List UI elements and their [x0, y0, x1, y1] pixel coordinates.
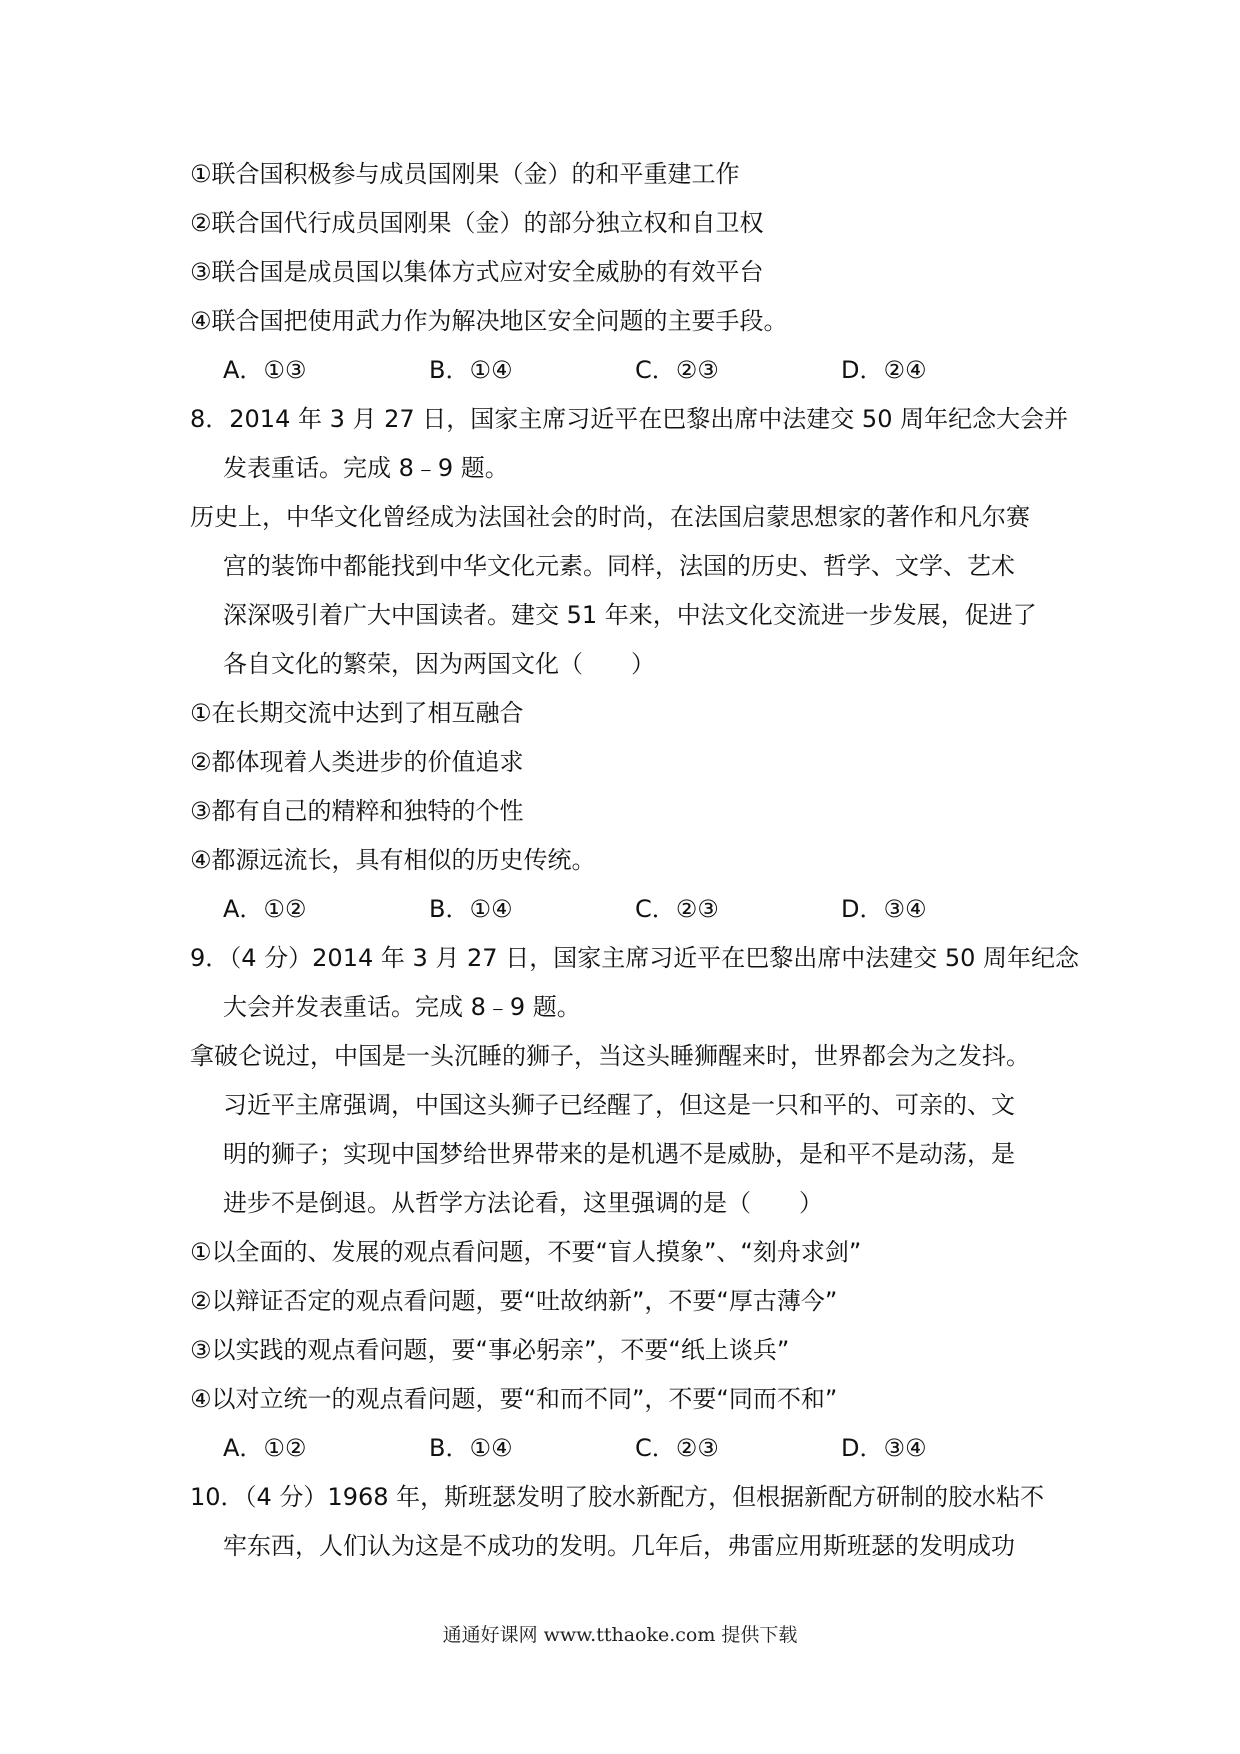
- q8-stem-line-1: 8．2014 年 3 月 27 日，国家主席习近平在巴黎出席中法建交 50 周年纪念大会并: [190, 405, 1069, 433]
- q8-option-c: C．②③: [635, 895, 719, 923]
- q8-item-1: ①在长期交流中达到了相互融合: [190, 699, 524, 727]
- q7-item-1: ①联合国积极参与成员国刚果（金）的和平重建工作: [190, 160, 740, 188]
- q8-option-b: B．①④: [429, 895, 513, 923]
- question-8: [190, 395, 1070, 934]
- q8-item-2: ②都体现着人类进步的价值追求: [190, 748, 524, 776]
- q9-options: [190, 1424, 1070, 1473]
- q7-option-b: B．①④: [429, 356, 513, 384]
- q8-passage-line-2: 宫的装饰中都能找到中华文化元素。同样，法国的历史、哲学、文学、艺术: [223, 552, 1015, 580]
- q9-item-3: ③以实践的观点看问题，要“事必躬亲”，不要“纸上谈兵”: [190, 1336, 790, 1364]
- q9-stem-line-1: 9．（4 分）2014 年 3 月 27 日，国家主席习近平在巴黎出席中法建交 50 周年纪念: [190, 944, 1079, 972]
- q8-passage-line-4: 各自文化的繁荣，因为两国文化（ ）: [223, 650, 655, 678]
- q8-passage-line-3: 深深吸引着广大中国读者。建交 51 年来，中法文化交流进一步发展，促进了: [223, 601, 1037, 629]
- q7-item-2: ②联合国代行成员国刚果（金）的部分独立权和自卫权: [190, 209, 764, 237]
- q7-item-4: ④联合国把使用武力作为解决地区安全问题的主要手段。: [190, 307, 788, 335]
- page-footer: 通通好课网 www.tthaoke.com 提供下载: [442, 1624, 798, 1646]
- exam-content: [190, 150, 1079, 1571]
- q8-passage-line-1: 历史上，中华文化曾经成为法国社会的时尚，在法国启蒙思想家的著作和凡尔赛: [190, 503, 1030, 531]
- q7-options: [190, 346, 1070, 395]
- q9-passage-line-2: 习近平主席强调，中国这头狮子已经醒了，但这是一只和平的、可亲的、文: [223, 1091, 1015, 1119]
- question-10: [190, 1473, 1070, 1571]
- q7-option-c: C．②③: [635, 356, 719, 384]
- q9-passage-line-1: 拿破仑说过，中国是一头沉睡的狮子，当这头睡狮醒来时，世界都会为之发抖。: [190, 1042, 1030, 1070]
- q9-option-a: A．①②: [223, 1434, 307, 1462]
- q9-option-b: B．①④: [429, 1434, 513, 1462]
- q7-item-3: ③联合国是成员国以集体方式应对安全威胁的有效平台: [190, 258, 764, 286]
- q8-option-a: A．①②: [223, 895, 307, 923]
- q9-passage-line-4: 进步不是倒退。从哲学方法论看，这里强调的是（ ）: [223, 1189, 823, 1217]
- q9-item-2: ②以辩证否定的观点看问题，要“吐故纳新”，不要“厚古薄今”: [190, 1287, 838, 1315]
- q8-item-3: ③都有自己的精粹和独特的个性: [190, 797, 524, 825]
- q9-stem-line-2: 大会并发表重话。完成 8﹣9 题。: [223, 993, 581, 1021]
- question-9: [190, 934, 1079, 1473]
- q7-option-a: A．①③: [223, 356, 307, 384]
- q9-option-d: D．③④: [841, 1434, 927, 1462]
- q10-stem-line-1: 10．（4 分）1968 年，斯班瑟发明了胶水新配方，但根据新配方研制的胶水粘不: [190, 1483, 1045, 1511]
- q10-stem-line-2: 牢东西，人们认为这是不成功的发明。几年后，弗雷应用斯班瑟的发明成功: [223, 1532, 1015, 1560]
- question-7-items: [190, 150, 1070, 346]
- q9-item-4: ④以对立统一的观点看问题，要“和而不同”，不要“同而不和”: [190, 1385, 838, 1413]
- q8-item-4: ④都源远流长，具有相似的历史传统。: [190, 846, 596, 874]
- q9-option-c: C．②③: [635, 1434, 719, 1462]
- q8-options: [190, 885, 1070, 934]
- q8-option-d: D．③④: [841, 895, 927, 923]
- q9-passage-line-3: 明的狮子；实现中国梦给世界带来的是机遇不是威胁，是和平不是动荡，是: [223, 1140, 1015, 1168]
- q7-option-d: D．②④: [841, 356, 927, 384]
- q9-item-1: ①以全面的、发展的观点看问题，不要“盲人摸象”、“刻舟求剑”: [190, 1238, 862, 1266]
- q8-stem-line-2: 发表重话。完成 8﹣9 题。: [223, 454, 509, 482]
